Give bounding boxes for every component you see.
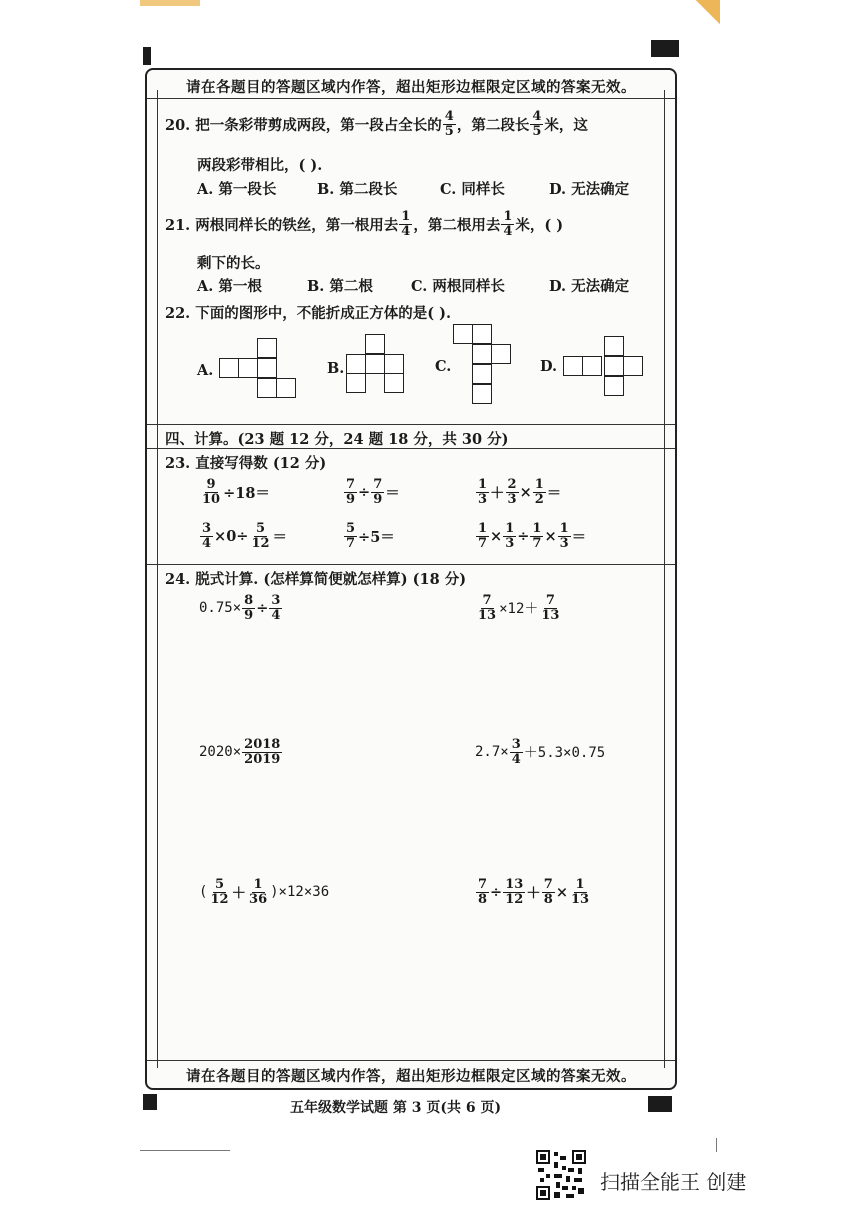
side-tick: [716, 1138, 717, 1152]
notice-bottom: 请在各题目的答题区域内作答，超出矩形边框限定区域的答案无效。: [186, 1068, 636, 1085]
q21-frac-2: $\frac{1}{4}$: [503, 209, 513, 239]
section-4-title: 四、计算。(23 题 12 分，24 题 18 分，共 30 分): [165, 431, 509, 448]
q21-frac-1: $\frac{1}{4}$: [401, 209, 411, 239]
q23-expr-5: $\frac{5}{7}$ ÷5＝: [346, 521, 395, 551]
q23-expr-4: $\frac{3}{4}$ ×0÷ $\frac{5}{12}$ ＝: [202, 521, 288, 551]
question-21: [165, 210, 563, 238]
q23-expr-6: $\frac{1}{7}$ × $\frac{1}{3}$ ÷ $\frac{1}{7}$ × $\frac{1}{3}$ ＝: [478, 521, 587, 551]
q24-problem-2: $\frac{7}{13}$ ×12＋ $\frac{7}{13}$: [478, 593, 560, 623]
answer-sheet: [145, 68, 677, 1090]
q20-text-b: ，第二段长: [456, 116, 530, 134]
net-c-label[interactable]: C.: [435, 358, 452, 375]
question-20: [165, 110, 588, 138]
q21-option-d[interactable]: D. 无法确定: [549, 278, 630, 295]
divider: [147, 448, 675, 449]
q24-problem-6: $\frac{7}{8}$ ÷ $\frac{13}{12}$ ＋ $\frac{7}{8}$ × $\frac{1}{13}$: [478, 877, 590, 907]
divider: [147, 1060, 675, 1061]
q21-text-b: ，第二根用去: [413, 216, 501, 234]
net-b-label[interactable]: B.: [327, 360, 345, 377]
divider: [147, 564, 675, 565]
qr-code-icon: [536, 1150, 586, 1200]
q20-line2: 两段彩带相比，( ).: [197, 157, 323, 174]
inner-border-left: [157, 90, 158, 1068]
footer-rule: [140, 1150, 230, 1151]
registration-mark: [648, 1096, 672, 1112]
page-footer: 五年级数学试题 第 3 页(共 6 页): [290, 1100, 502, 1116]
q24-problem-3: 2020× $\frac{2018}{2019}$: [199, 737, 281, 767]
notice-top: 请在各题目的答题区域内作答，超出矩形边框限定区域的答案无效。: [186, 79, 636, 96]
question-22: 22. 下面的图形中，不能折成正方体的是( ).: [165, 305, 452, 322]
scanner-watermark: 扫描全能王 创建: [600, 1170, 747, 1194]
net-a-label[interactable]: A.: [197, 362, 214, 379]
net-d-label[interactable]: D.: [540, 358, 558, 375]
registration-mark: [143, 1094, 157, 1110]
q20-frac-2: $\frac{4}{5}$: [532, 109, 542, 139]
q23-expr-3: $\frac{1}{3}$ ＋ $\frac{2}{3}$ × $\frac{1}{2}$ ＝: [478, 477, 562, 507]
corner-stain: [690, 0, 720, 30]
q20-option-a[interactable]: A. 第一段长: [197, 181, 277, 198]
q24-title: 24. 脱式计算. (怎样算简便就怎样算) (18 分): [165, 571, 467, 588]
q23-title: 23. 直接写得数 (12 分): [165, 455, 327, 472]
q23-expr-1: $\frac{9}{10}$ ÷18＝: [202, 477, 270, 507]
inner-border-right: [664, 90, 665, 1068]
q21-text-c: 米，( ): [515, 216, 564, 234]
q20-option-d[interactable]: D. 无法确定: [549, 181, 630, 198]
q20-option-c[interactable]: C. 同样长: [440, 181, 505, 198]
q21-option-a[interactable]: A. 第一根: [197, 278, 262, 295]
q20-frac-1: $\frac{4}{5}$: [444, 109, 454, 139]
q21-line2: 剩下的长。: [197, 255, 270, 272]
q21-option-b[interactable]: B. 第二根: [307, 278, 373, 295]
divider: [147, 424, 675, 425]
divider: [147, 98, 675, 99]
q21-option-c[interactable]: C. 两根同样长: [411, 278, 505, 295]
q21-text-a: 21. 两根同样长的铁丝，第一根用去: [165, 216, 399, 234]
registration-mark: [143, 47, 151, 65]
q23-expr-2: $\frac{7}{9}$ ÷ $\frac{7}{9}$ ＝: [346, 477, 400, 507]
corner-stain: [140, 0, 200, 6]
registration-mark: [651, 40, 679, 57]
q24-problem-1: 0.75× $\frac{8}{9}$ ÷ $\frac{3}{4}$: [199, 593, 281, 623]
q20-option-b[interactable]: B. 第二段长: [317, 181, 398, 198]
q20-text-a: 20. 把一条彩带剪成两段，第一段占全长的: [165, 116, 442, 134]
q24-problem-4: 2.7× $\frac{3}{4}$ ＋5.3×0.75: [475, 737, 606, 767]
q24-problem-5: ( $\frac{5}{12}$ ＋ $\frac{1}{36}$ )×12×36: [199, 877, 330, 907]
q20-text-c: 米，这: [544, 116, 588, 134]
